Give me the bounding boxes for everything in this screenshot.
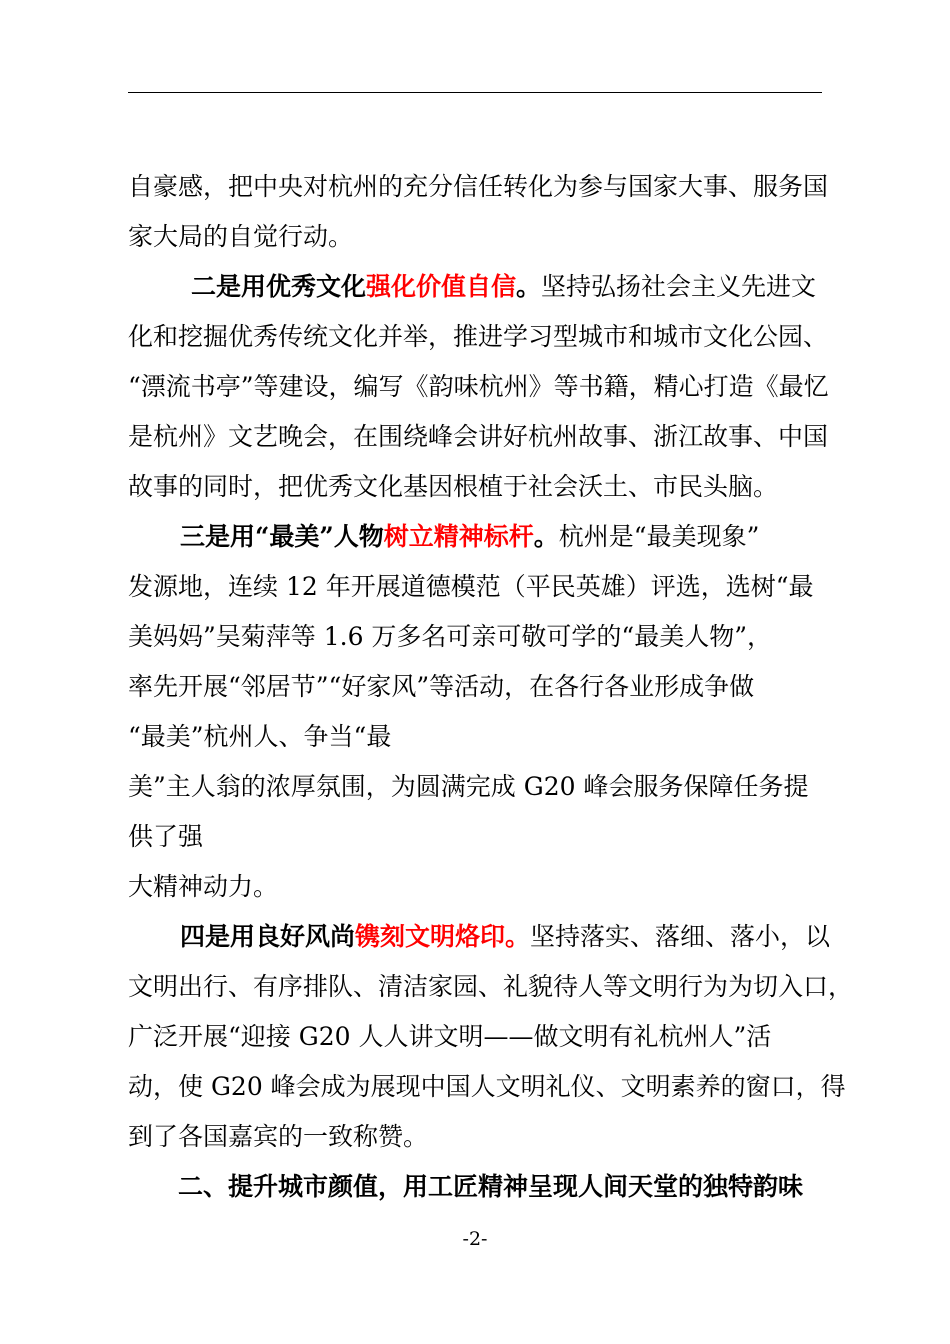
paragraph-lead: 三是用“最美”人物 [180, 522, 384, 551]
paragraph-text: 坚持落实、落细、落小，以 [530, 922, 831, 951]
text-line: 供了强 [128, 822, 204, 851]
page-number: -2- [462, 1228, 488, 1250]
text-line: 大精神动力。 [128, 872, 279, 901]
paragraph-lead: 四是用良好风尚 [180, 922, 356, 951]
paragraph-lead-line [180, 522, 830, 552]
text-line: 美妈妈”吴菊萍等 1.6 万多名可亲可敬可学的“最美人物”， [128, 622, 772, 651]
paragraph-lead-end: 。 [533, 522, 559, 551]
paragraph-lead-line [191, 272, 831, 302]
paragraph-highlight: 树立精神标杆 [383, 522, 534, 551]
section-heading: 二、提升城市颜值，用工匠精神呈现人间天堂的独特韵味 [178, 1172, 804, 1201]
paragraph-highlight: 强化价值自信 [366, 272, 517, 301]
paragraph-lead: 二是用优秀文化 [191, 272, 367, 301]
paragraph-text: 杭州是“最美现象” [558, 522, 760, 551]
text-line: 美”主人翁的浓厚氛围，为圆满完成 G20 峰会服务保障任务提 [128, 772, 809, 801]
text-line: 率先开展“邻居节”“好家风”等活动，在各行各业形成争做 [128, 672, 755, 701]
text-line: 自豪感，把中央对杭州的充分信任转化为参与国家大事、服务国 [128, 172, 829, 201]
paragraph-highlight: 镌刻文明烙印 [355, 922, 506, 951]
text-line: 故事的同时，把优秀文化基因根植于社会沃土、市民头脑。 [128, 472, 779, 501]
text-line: “最美”杭州人、争当“最 [128, 722, 392, 751]
paragraph-lead-line [180, 922, 830, 952]
paragraph-lead-end: 。 [516, 272, 542, 301]
paragraph-text: 坚持弘扬社会主义先进文 [541, 272, 817, 301]
header-rule [128, 92, 822, 93]
text-line: 到了各国嘉宾的一致称赞。 [128, 1122, 429, 1151]
text-line: 文明出行、有序排队、清洁家园、礼貌待人等文明行为为切入口， [128, 972, 854, 1001]
text-line: 化和挖掘优秀传统文化并举，推进学习型城市和城市文化公园、 [128, 322, 829, 351]
text-line: 家大局的自觉行动。 [128, 222, 354, 251]
paragraph-lead-end: 。 [505, 922, 531, 951]
text-line: 广泛开展“迎接 G20 人人讲文明——做文明有礼杭州人”活 [128, 1022, 772, 1051]
text-line: 是杭州》文艺晚会，在围绕峰会讲好杭州故事、浙江故事、中国 [128, 422, 829, 451]
text-line: “漂流书亭”等建设，编写《韵味杭州》等书籍，精心打造《最忆 [128, 372, 829, 401]
text-line: 发源地，连续 12 年开展道德模范（平民英雄）评选，选树“最 [128, 572, 814, 601]
text-line: 动，使 G20 峰会成为展现中国人文明礼仪、文明素养的窗口，得 [128, 1072, 846, 1101]
